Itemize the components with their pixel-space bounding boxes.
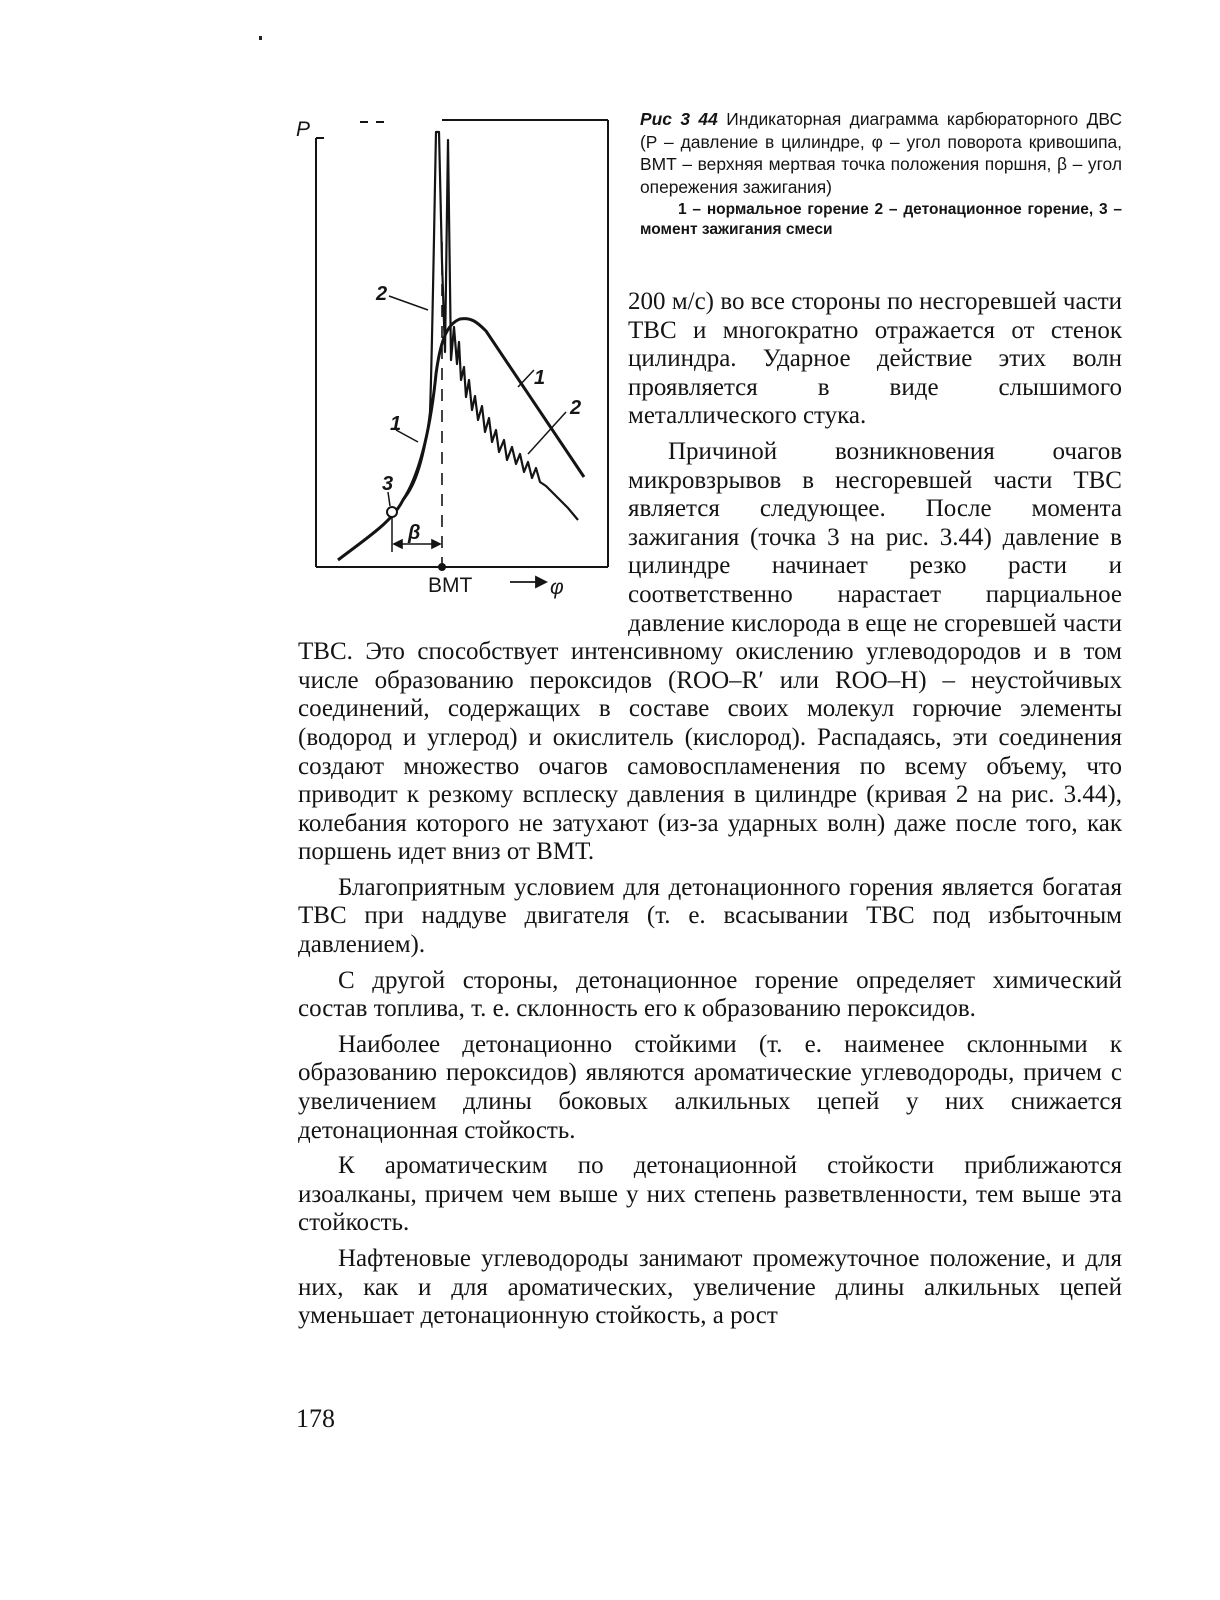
paragraph-6: К ароматическим по детонационной стойкости приближаются изоалканы, причем чем выше у них степень разветвленности, тем выше эта стойкость. xyxy=(298,1152,1122,1237)
bmt-label: ВМТ xyxy=(428,574,473,597)
curve-1-label-left: 1 xyxy=(390,413,402,435)
figure-wrap-space xyxy=(298,288,628,628)
p-axis-label: P xyxy=(296,118,311,141)
curve-2-label-right: 2 xyxy=(570,397,582,419)
curve-1-label-right: 1 xyxy=(534,367,546,389)
phi-axis-label: φ xyxy=(550,576,564,599)
curve-2-label-left: 2 xyxy=(376,283,388,305)
body-text xyxy=(298,288,1122,1338)
paragraph-5: Наиболее детонационно стойкими (т. е. наименее склонными к образованию пероксидов) являются ароматические углеводороды, причем с увеличением длины боковых алкильных цепей у них снижается детонационная стойкость. xyxy=(298,1030,1122,1144)
caption-legend: 1 – нормальное горение 2 – детонационное горение, 3 – момент зажигания смеси xyxy=(640,201,1122,238)
scan-speck xyxy=(259,36,262,40)
caption-main xyxy=(640,108,1122,198)
paragraph-4: С другой стороны, детонационное горение определяет химический состав топлива, т. е. склонность его к образованию пероксидов. xyxy=(298,966,1122,1023)
paragraph-1: 200 м/с) во все стороны по несгоревшей части ТВС и многократно отражается от стенок цилиндра. Ударное действие этих волн проявляется в виде слышимого металлического стука. xyxy=(628,288,1122,430)
figure-caption xyxy=(640,108,1122,240)
beta-label: β xyxy=(408,522,421,544)
caption-text: Индикаторная диаграмма карбюраторного ДВС (P – давление в цилиндре, φ – угол поворота кривошипа, ВМТ – верхняя мертвая точка положения поршня, β – угол опережения зажигания) xyxy=(640,109,1123,197)
caption-number: Рис 3 44 xyxy=(640,109,718,129)
page-number: 178 xyxy=(296,1404,335,1433)
ignition-label: 3 xyxy=(382,473,394,495)
paragraph-7: Нафтеновые углеводороды занимают промежуточное положение, и для них, как и для ароматических, увеличение длины алкильных цепей уменьшает детонационную стойкость, а рост xyxy=(298,1245,1122,1330)
paragraph-2: Причиной возникновения очагов микровзрывов в несгоревшей части ТВС является следующее. После момента зажигания (точка 3 на рис. 3.44) давление в цилиндре начинает резко расти и соответственно нарастает парциальное давление кислорода в еще не сгоревшей части ТВС. Это способствует интенсивному окислению углеводородов и в том числе образованию пероксидов (ROO–R′ или ROO–H) – неустойчивых соединений, содержащих в составе своих молекул горючие элементы (водород и углерод) и окислитель (кислород). Распадаясь, эти соединения создают множество очагов самовоспламенения по всему объему, что приводит к резкому всплеску давления в цилиндре (кривая 2 на рис. 3.44), колебания которого не затухают (из-за ударных волн) даже после того, как поршень идет вниз от ВМТ. xyxy=(298,437,1122,866)
paragraph-3: Благоприятным условием для детонационного горения является богатая ТВС при наддуве двигателя (т. е. всасывании ТВС под избыточным давлением). xyxy=(298,873,1122,959)
